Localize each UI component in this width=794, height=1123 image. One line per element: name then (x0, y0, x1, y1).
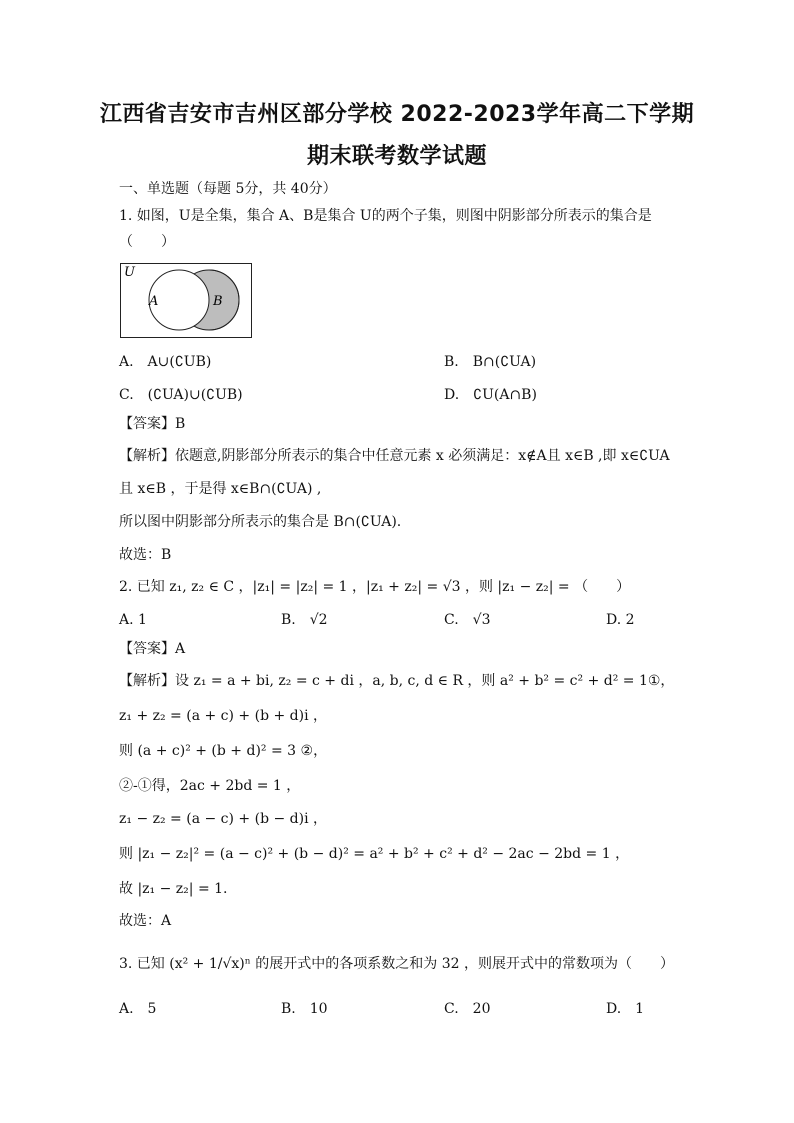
q2-option-a: A. 1 (119, 612, 147, 628)
q1-explain-line: 故选：B (119, 547, 172, 563)
q1-stem: 1. 如图，U是全集，集合 A、B是集合 U的两个子集，则图中阴影部分所表示的集合是 (119, 208, 652, 224)
q3-option-c: C. 20 (444, 1001, 491, 1017)
venn-diagram (120, 263, 252, 339)
q2-explain-line: 则 (a + c)² + (b + d)² = 3 ②， (119, 743, 328, 759)
q3-option-a: A. 5 (119, 1001, 157, 1017)
q3-stem: 3. 已知 (x² + 1/√x)ⁿ 的展开式中的各项系数之和为 32 ，则展开式中的常数项为（ ） (119, 956, 674, 972)
q2-explain-line: 故选：A (119, 913, 172, 929)
q2-explain-line: z₁ − z₂ = (a − c) + (b − d)i ， (119, 811, 328, 827)
q1-option-d: D. ∁U(A∩B) (444, 387, 537, 403)
q2-explain-line: 故 |z₁ − z₂| = 1. (119, 881, 228, 897)
q1-explain-line: 所以图中阴影部分所表示的集合是 B∩(∁UA). (119, 514, 402, 530)
q2-stem: 2. 已知 z₁, z₂ ∈ C ，|z₁| = |z₂| = 1 ，|z₁ + z₂| = √3 ，则 |z₁ − z₂| = （ ） (119, 579, 631, 595)
q2-option-b: B. √2 (281, 612, 328, 628)
q1-option-c: C. (∁UA)∪(∁UB) (119, 387, 243, 403)
venn-a-label: A (149, 294, 159, 309)
section-heading: 一、单选题（每题 5分，共 40分） (119, 181, 337, 197)
q3-option-d: D. 1 (606, 1001, 645, 1017)
venn-u-label: U (124, 265, 135, 280)
doc-title-line2: 期末联考数学试题 (306, 144, 487, 169)
q2-option-c: C. √3 (444, 612, 491, 628)
q1-explain-line: 且 x∈B ，于是得 x∈B∩(∁UA) , (119, 481, 322, 497)
q1-option-b: B. B∩(∁UA) (444, 354, 537, 370)
q2-answer: 【答案】A (119, 641, 186, 657)
doc-title-line1: 江西省吉安市吉州区部分学校 2022-2023学年高二下学期 (99, 102, 695, 127)
q1-option-a: A. A∪(∁UB) (119, 354, 212, 370)
q3-option-b: B. 10 (281, 1001, 328, 1017)
q2-explain-line: ②-①得，2ac + 2bd = 1 ， (119, 778, 301, 794)
q1-answer-paren: （ ） (119, 234, 175, 250)
q2-explain-line: 则 |z₁ − z₂|² = (a − c)² + (b − d)² = a² + b² + c² + d² − 2ac − 2bd = 1 ， (119, 846, 630, 862)
q1-explain-line: 【解析】依题意,阴影部分所表示的集合中任意元素 x 必须满足：x∉A且 x∈B ,即 x∈∁UA (119, 448, 670, 464)
q2-explain-line: 【解析】设 z₁ = a + bi, z₂ = c + di ，a, b, c, d ∈ R ，则 a² + b² = c² + d² = 1①， (119, 673, 675, 689)
q2-explain-line: z₁ + z₂ = (a + c) + (b + d)i ， (119, 708, 328, 724)
q2-option-d: D. 2 (606, 612, 635, 628)
venn-b-label: B (213, 294, 223, 309)
q1-answer: 【答案】B (119, 416, 186, 432)
